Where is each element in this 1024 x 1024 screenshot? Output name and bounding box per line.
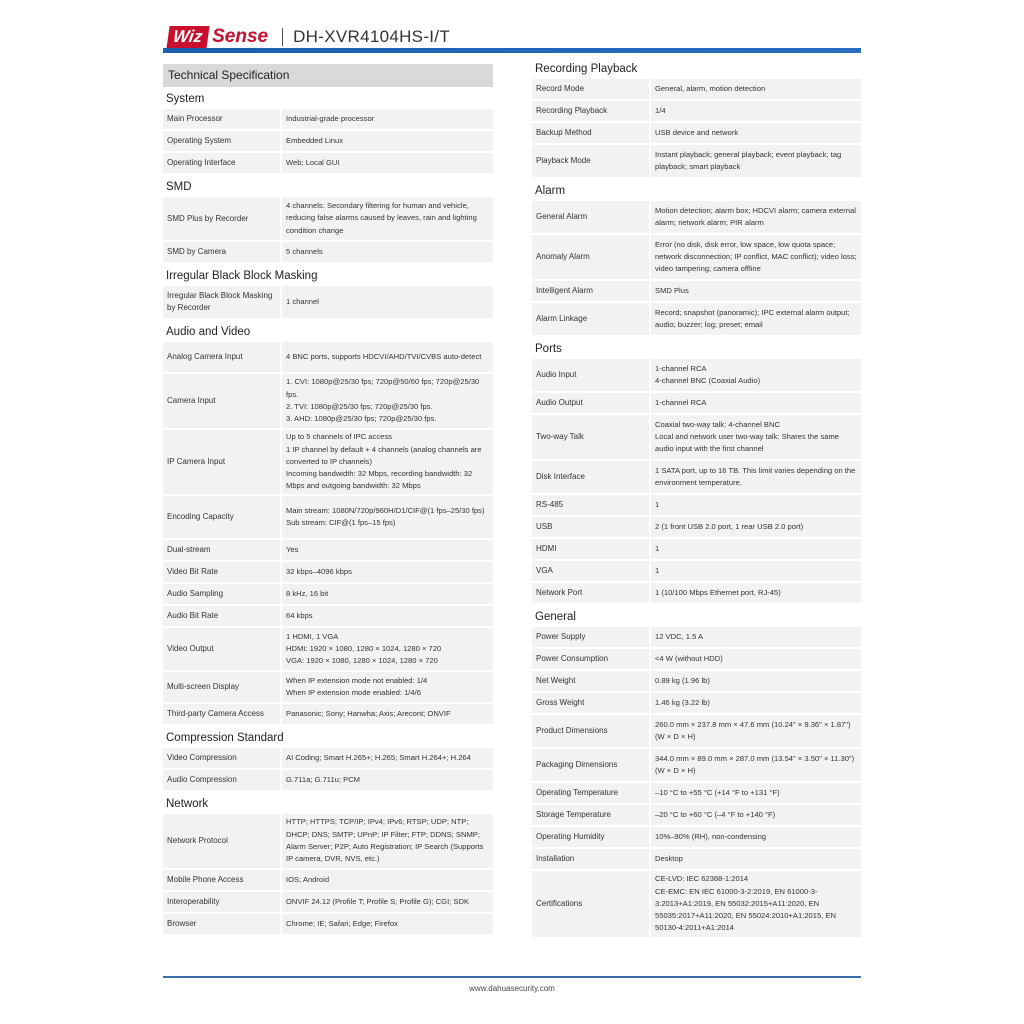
spec-label: Record Mode (536, 84, 585, 93)
spec-label: Operating Temperature (536, 788, 619, 797)
spec-value: 1 SATA port, up to 16 TB. This limit varies depending on the environment temperature. (649, 461, 861, 493)
section-audio-and-video: Audio and Video (166, 326, 251, 338)
spec-value: 5 channels (280, 242, 493, 262)
spec-value: –10 °C to +55 °C (+14 °F to +131 °F) (649, 783, 861, 803)
spec-row-audio-sampling (163, 584, 493, 604)
section-general: General (535, 611, 576, 623)
spec-row-network-port (532, 583, 861, 603)
spec-label: Playback Mode (536, 156, 591, 165)
spec-label: Interoperability (167, 897, 220, 906)
spec-label: Audio Sampling (167, 589, 224, 598)
spec-label: Video Bit Rate (167, 567, 218, 576)
spec-value: Panasonic; Sony; Hanwha; Axis; Arecont; ONVIF (280, 704, 493, 724)
spec-value: 1/4 (649, 101, 861, 121)
section-smd: SMD (166, 181, 192, 193)
spec-label: Anomaly Alarm (536, 252, 590, 261)
spec-row-network-protocol (163, 814, 493, 868)
spec-value: <4 W (without HDD) (649, 649, 861, 669)
spec-value: 1-channel RCA (649, 393, 861, 413)
spec-label: Audio Input (536, 370, 577, 379)
spec-value: Error (no disk, disk error, low space, low quota space; network disconnection; IP conflict, MAC conflict); video loss; video tampering; camera offline (649, 235, 861, 279)
spec-row-net-weight (532, 671, 861, 691)
spec-row-general-alarm (532, 201, 861, 233)
spec-value: 260.0 mm × 237.8 mm × 47.6 mm (10.24" × 9.36" × 1.87") (W × D × H) (649, 715, 861, 747)
spec-row-packaging-dimensions (532, 749, 861, 781)
spec-label: Operating Interface (167, 158, 236, 167)
header-divider (282, 28, 283, 46)
spec-value: 12 VDC, 1.5 A (649, 627, 861, 647)
spec-label: Intelligent Alarm (536, 286, 593, 295)
spec-row-analog-camera-input (163, 342, 493, 372)
spec-row-playback-mode (532, 145, 861, 177)
spec-row-intelligent-alarm (532, 281, 861, 301)
spec-value: Embedded Linux (280, 131, 493, 151)
spec-row-record-mode (532, 79, 861, 99)
spec-row-encoding-capacity (163, 496, 493, 538)
spec-label: General Alarm (536, 212, 588, 221)
spec-value: General, alarm, motion detection (649, 79, 861, 99)
spec-value: IOS; Android (280, 870, 493, 890)
spec-value: Up to 5 channels of IPC access 1 IP channel by default + 4 channels (analog channels are converted to IP channels) Incoming bandwidth: 32 Mbps, recording bandwidth: 32 Mbps and outgoing bandwidth: 32 Mbps (280, 428, 493, 495)
spec-value: 32 kbps–4096 kbps (280, 562, 493, 582)
spec-label: SMD Plus by Recorder (167, 213, 249, 223)
spec-value: 344.0 mm × 89.0 mm × 287.0 mm (13.54" × 3.50" × 11.30") (W × D × H) (649, 749, 861, 781)
spec-value: –20 °C to +60 °C (–4 °F to +140 °F) (649, 805, 861, 825)
spec-row-anomaly-alarm (532, 235, 861, 279)
spec-value: Yes (280, 540, 493, 560)
spec-row-rs-485 (532, 495, 861, 515)
spec-label: HDMI (536, 544, 557, 553)
spec-label: Audio Compression (167, 775, 237, 784)
top-rule (163, 48, 861, 53)
right-column-body (532, 57, 861, 937)
section-system: System (166, 93, 205, 105)
spec-row-interoperability (163, 892, 493, 912)
spec-row-multi-screen-display (163, 672, 493, 702)
spec-row-video-compression (163, 748, 493, 768)
section-recording-playback: Recording Playback (535, 63, 638, 75)
spec-row-smd-plus-by-recorder (163, 197, 493, 240)
spec-value: 1 channel (280, 286, 493, 318)
bottom-rule (163, 976, 861, 978)
spec-label: Multi-screen Display (167, 682, 240, 691)
spec-row-third-party-camera-access (163, 704, 493, 724)
spec-value: CE-LVD: IEC 62368-1:2014 CE-EMC: EN IEC 61000-3-2:2019, EN 61000-3-3:2013+A1:2019, EN 55032:2015+A11:2020, EN 55035:2017+A11:2020, EN 55024:2010+A1:2015, EN 50130-4:2011+A1:2014 (649, 870, 861, 937)
spec-value: 1 HDMI, 1 VGA HDMI: 1920 × 1080, 1280 × 1024, 1280 × 720 VGA: 1920 × 1080, 1280 × 1024, 1280 × 720 (280, 628, 493, 671)
section-irregular-black-block-masking: Irregular Black Block Masking (166, 270, 318, 282)
model-number: DH-XVR4104HS-I/T (293, 27, 451, 46)
spec-value: 2 (1 front USB 2.0 port, 1 rear USB 2.0 port) (649, 517, 861, 537)
spec-label: Power Consumption (536, 654, 609, 663)
spec-label: Alarm Linkage (536, 314, 588, 323)
spec-row-recording-playback (532, 101, 861, 121)
spec-row-operating-humidity (532, 827, 861, 847)
spec-row-vga (532, 561, 861, 581)
spec-value: AI Coding; Smart H.265+; H.265; Smart H.264+; H.264 (280, 748, 493, 768)
right-column (532, 57, 861, 939)
spec-row-power-consumption (532, 649, 861, 669)
spec-label: RS-485 (536, 500, 564, 509)
spec-value: Record; snapshot (panoramic); IPC external alarm output; audio; buzzer; log; preset; email (649, 303, 861, 335)
spec-label: Net Weight (536, 676, 576, 685)
section-network: Network (166, 798, 209, 810)
spec-row-ip-camera-input (163, 430, 493, 494)
section-ports: Ports (535, 343, 562, 355)
spec-label: Operating System (167, 136, 232, 145)
spec-label: Third-party Camera Access (167, 709, 264, 718)
spec-value: Motion detection; alarm box; HDCVI alarm; camera external alarm; network alarm; PIR alarm (649, 201, 861, 233)
spec-value: 64 kbps (280, 606, 493, 626)
spec-label: Camera Input (167, 396, 216, 405)
spec-value: Coaxial two-way talk: 4-channel BNC Local and network user two-way talk: Shares the same audio input with the first channel (649, 415, 861, 459)
spec-label: SMD by Camera (167, 247, 227, 256)
spec-value: Web; Local GUI (280, 153, 493, 173)
spec-label: USB (536, 522, 553, 531)
spec-label: Mobile Phone Access (167, 875, 244, 884)
spec-value: 1 (10/100 Mbps Ethernet port, RJ-45) (649, 583, 861, 603)
spec-value: ONVIF 24.12 (Profile T; Profile S; Profile G); CGI; SDK (280, 892, 493, 912)
spec-label: Video Compression (167, 753, 237, 762)
spec-label: IP Camera Input (167, 457, 226, 466)
spec-label: Certifications (536, 899, 583, 908)
spec-value: 1-channel RCA 4-channel BNC (Coaxial Audio) (649, 359, 861, 391)
spec-row-camera-input (163, 374, 493, 428)
spec-value: 0.89 kg (1.96 lb) (649, 671, 861, 691)
spec-row-gross-weight (532, 693, 861, 713)
spec-label: Browser (167, 919, 197, 928)
logo-wiz: Wiz (166, 26, 209, 49)
spec-row-backup-method (532, 123, 861, 143)
spec-label: Network Port (536, 588, 583, 597)
spec-value: USB device and network (649, 123, 861, 143)
spec-value: When IP extension mode not enabled: 1/4 When IP extension mode enabled: 1/4/6 (280, 672, 493, 703)
spec-value: Industrial-grade processor (280, 109, 493, 129)
spec-label: Product Dimensions (536, 726, 608, 735)
spec-value: 1 (649, 495, 861, 515)
spec-value: 8 kHz, 16 bit (280, 584, 493, 604)
spec-value: 10%–90% (RH), non-condensing (649, 827, 861, 847)
section-alarm: Alarm (535, 185, 566, 197)
spec-label: Storage Temperature (536, 810, 612, 819)
spec-value: 4 channels: Secondary filtering for human and vehicle, reducing false alarms caused by leaves, rain and lighting condition change (280, 197, 493, 240)
spec-row-video-output (163, 628, 493, 670)
footer-url: www.dahuasecurity.com (469, 984, 555, 993)
spec-label: Audio Output (536, 398, 583, 407)
spec-label: Recording Playback (536, 106, 608, 115)
spec-row-irregular-black-block-masking-by-recorder (163, 286, 493, 318)
spec-label: Network Protocol (167, 836, 228, 845)
spec-row-audio-compression (163, 770, 493, 790)
doc-title: Technical Specification (163, 64, 493, 87)
spec-label: Disk Interface (536, 472, 585, 481)
spec-value: 1.46 kg (3.22 lb) (649, 693, 861, 713)
spec-value: SMD Plus (649, 281, 861, 301)
spec-value: HTTP; HTTPS; TCP/IP; IPv4; IPv6; RTSP; UDP; NTP; DHCP; DNS; SMTP; UPnP; IP Filter; FTP; DDNS; SNMP; Alarm Server; P2P; Auto Registration; IP Search (Supports IP camera, DVR, NVS, etc.) (280, 813, 493, 868)
spec-value: 1 (649, 561, 861, 581)
spec-value: 4 BNC ports, supports HDCVI/AHD/TVI/CVBS auto-detect (280, 342, 493, 372)
spec-row-operating-temperature (532, 783, 861, 803)
wizsense-logo (168, 24, 268, 50)
spec-label: Irregular Black Block Masking by Recorder (167, 291, 273, 312)
spec-row-operating-interface (163, 153, 493, 173)
spec-row-dual-stream (163, 540, 493, 560)
spec-row-operating-system (163, 131, 493, 151)
spec-row-mobile-phone-access (163, 870, 493, 890)
spec-label: Main Processor (167, 114, 223, 123)
spec-label: Power Supply (536, 632, 586, 641)
spec-row-audio-output (532, 393, 861, 413)
spec-label: Operating Humidity (536, 832, 605, 841)
spec-label: Packaging Dimensions (536, 760, 618, 769)
spec-label: Installation (536, 854, 575, 863)
spec-label: Dual-stream (167, 545, 211, 554)
spec-value: Chrome; IE; Safari; Edge; Firefox (280, 914, 493, 934)
spec-row-disk-interface (532, 461, 861, 493)
spec-label: Video Output (167, 644, 214, 653)
spec-value: G.711a; G.711u; PCM (280, 770, 493, 790)
spec-row-main-processor (163, 109, 493, 129)
spec-value: Main stream: 1080N/720p/960H/D1/CIF@(1 fps–25/30 fps) Sub stream: CIF@(1 fps–15 fps) (280, 496, 493, 538)
spec-label: Two-way Talk (536, 432, 584, 441)
spec-row-audio-bit-rate (163, 606, 493, 626)
logo-sense: Sense (212, 26, 269, 47)
spec-value: Instant playback; general playback; event playback; tag playback; smart playback (649, 145, 861, 177)
spec-label: Analog Camera Input (167, 352, 243, 361)
spec-label: Audio Bit Rate (167, 611, 219, 620)
section-compression-standard: Compression Standard (166, 732, 284, 744)
spec-row-hdmi (532, 539, 861, 559)
spec-value: 1 (649, 539, 861, 559)
spec-row-browser (163, 914, 493, 934)
spec-label: Gross Weight (536, 698, 585, 707)
spec-value: Desktop (649, 849, 861, 869)
spec-label: VGA (536, 566, 553, 575)
spec-row-video-bit-rate (163, 562, 493, 582)
spec-row-product-dimensions (532, 715, 861, 747)
left-column (163, 64, 493, 936)
spec-row-certifications (532, 871, 861, 937)
spec-label: Encoding Capacity (167, 512, 234, 521)
spec-row-smd-by-camera (163, 242, 493, 262)
spec-row-audio-input (532, 359, 861, 391)
spec-row-storage-temperature (532, 805, 861, 825)
spec-value: 1. CVI: 1080p@25/30 fps; 720p@50/60 fps; 720p@25/30 fps. 2. TVI: 1080p@25/30 fps; 720p@25/30 fps. 3. AHD: 1080p@25/30 fps; 720p@25/30 fps. (280, 373, 493, 428)
spec-row-installation (532, 849, 861, 869)
spec-row-power-supply (532, 627, 861, 647)
left-column-body (163, 87, 493, 934)
spec-row-two-way-talk (532, 415, 861, 459)
spec-row-alarm-linkage (532, 303, 861, 335)
spec-row-usb (532, 517, 861, 537)
spec-label: Backup Method (536, 128, 592, 137)
